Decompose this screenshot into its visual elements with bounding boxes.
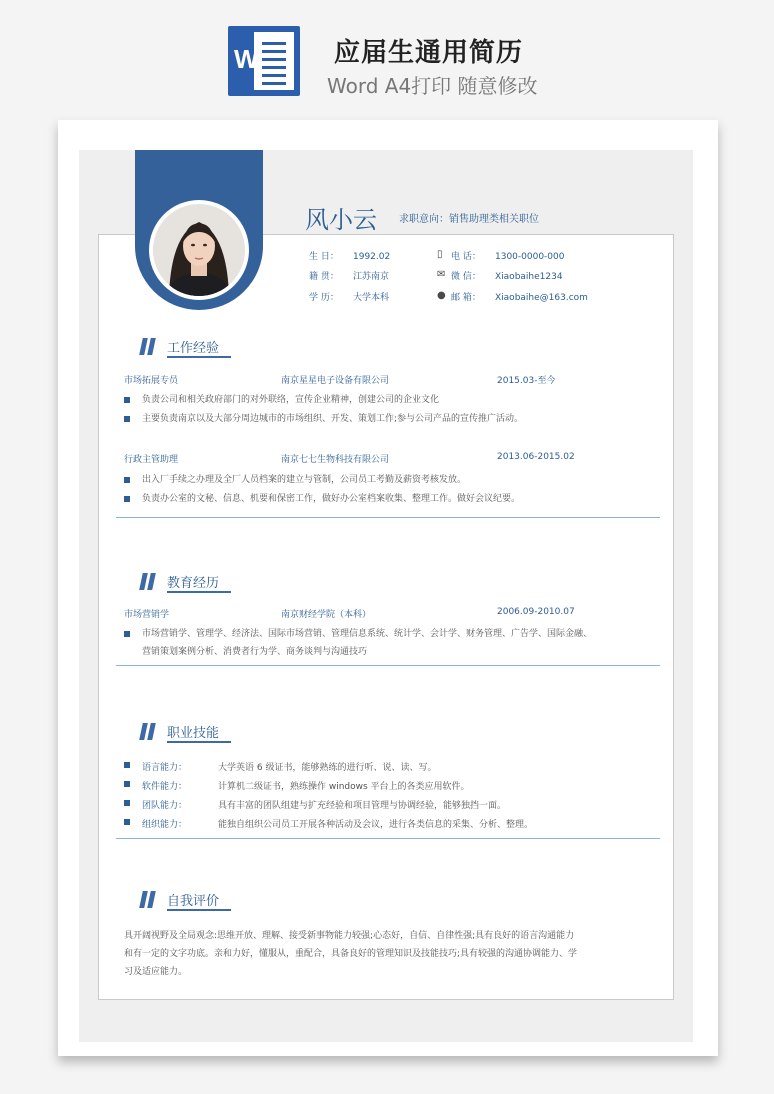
education-title: 教育经历 [167,576,220,591]
job-intent: 求职意向：销售助理类相关职位 [399,214,539,225]
edu-info [309,290,389,303]
skill-key: 团队能力： [142,801,188,811]
job-company: 南京星星电子设备有限公司 [281,376,390,386]
page-subtitle: Word A4打印 随意修改 [327,74,538,98]
word-icon-letter: W [234,44,259,74]
phone-value: 1300-0000-000 [495,252,565,262]
job-company: 南京七七生物科技有限公司 [281,455,390,465]
edu-courses-cont: 营销策划案例分析、消费者行为学、商务谈判与沟通技巧 [142,647,368,657]
wechat-info [437,269,563,282]
skill-value: 大学英语 6 级证书，能够熟练的进行听、说、读、写。 [218,763,437,773]
skill-key: 软件能力： [142,782,188,792]
job-role: 行政主管助理 [124,455,179,465]
section-divider [116,838,660,839]
job-period: 2013.06-2015.02 [497,452,575,462]
self-title: 自我评价 [167,894,220,909]
resume-paper [58,120,718,1056]
edu-courses: 市场营销学、管理学、经济法、国际市场营销、管理信息系统、统计学、会计学、财务管理、广告学、国际金融、 [142,625,592,643]
wechat-value: Xiaobaihe1234 [495,272,563,282]
avatar [149,200,249,300]
wechat-label: 微 信： [451,272,481,282]
origin-info [309,269,389,282]
edu-school: 南京财经学院（本科） [281,610,372,620]
phone-icon: ▯ [437,249,443,260]
phone-info [437,249,565,262]
page-header [0,0,774,110]
resume-background [79,150,693,1042]
skills-title: 职业技能 [167,726,220,741]
candidate-name: 风小云 [305,206,377,234]
origin-value: 江苏南京 [353,272,390,282]
section-divider [116,517,660,518]
chat-icon: ● [437,290,446,301]
email-label: 邮 箱： [451,293,481,303]
phone-label: 电 话： [451,252,481,262]
birth-info [309,249,390,262]
email-value: Xiaobaihe@163.com [495,293,588,303]
skill-value: 计算机二级证书，熟练操作 windows 平台上的各类应用软件。 [218,782,470,792]
edu-value: 大学本科 [353,293,390,303]
self-line: 具开阔视野及全局观念:思维开放、理解、接受新事物能力较强;心态好，自信、自律性强;具有良好的语言沟通能力 [124,931,575,941]
email-info [437,290,588,303]
job-point: 主要负责南京以及大部分周边城市的市场组织、开发、策划工作;参与公司产品的宣传推广活动。 [142,410,523,428]
section-divider [116,665,660,666]
mail-icon: ✉ [437,269,446,280]
origin-label: 籍 贯： [309,272,339,282]
job-role: 市场拓展专员 [124,376,179,386]
skill-key: 组织能力： [142,820,188,830]
page-title: 应届生通用简历 [334,38,524,68]
job-point: 出入厂手续之办理及全厂人员档案的建立与管制，公司员工考勤及薪资考核发放。 [142,471,466,489]
job-point: 负责公司和相关政府部门的对外联络，宣传企业精神，创建公司的企业文化 [142,391,439,409]
self-line: 习及适应能力。 [124,967,188,977]
self-line: 和有一定的文字功底。亲和力好，懂服从，重配合，具备良好的管理知识及技能技巧;具有较强的沟通协调能力、学 [124,949,578,959]
edu-label: 学 历： [309,293,339,303]
job-point: 负责办公室的文秘、信息、机要和保密工作，做好办公室档案收集、整理工作。做好会议纪要。 [142,490,520,508]
work-title: 工作经验 [167,341,220,356]
edu-major: 市场营销学 [124,610,170,620]
skill-key: 语言能力： [142,763,188,773]
edu-period: 2006.09-2010.07 [497,607,575,617]
skill-value: 具有丰富的团队组建与扩充经验和项目管理与协调经验，能够独挡一面。 [218,801,507,811]
job-period: 2015.03-至今 [497,376,556,386]
word-icon [228,26,300,96]
skill-value: 能独自组织公司员工开展各种活动及会议，进行各类信息的采集、分析、整理。 [218,820,534,830]
birth-label: 生 日： [309,252,339,262]
birth-value: 1992.02 [353,252,391,262]
